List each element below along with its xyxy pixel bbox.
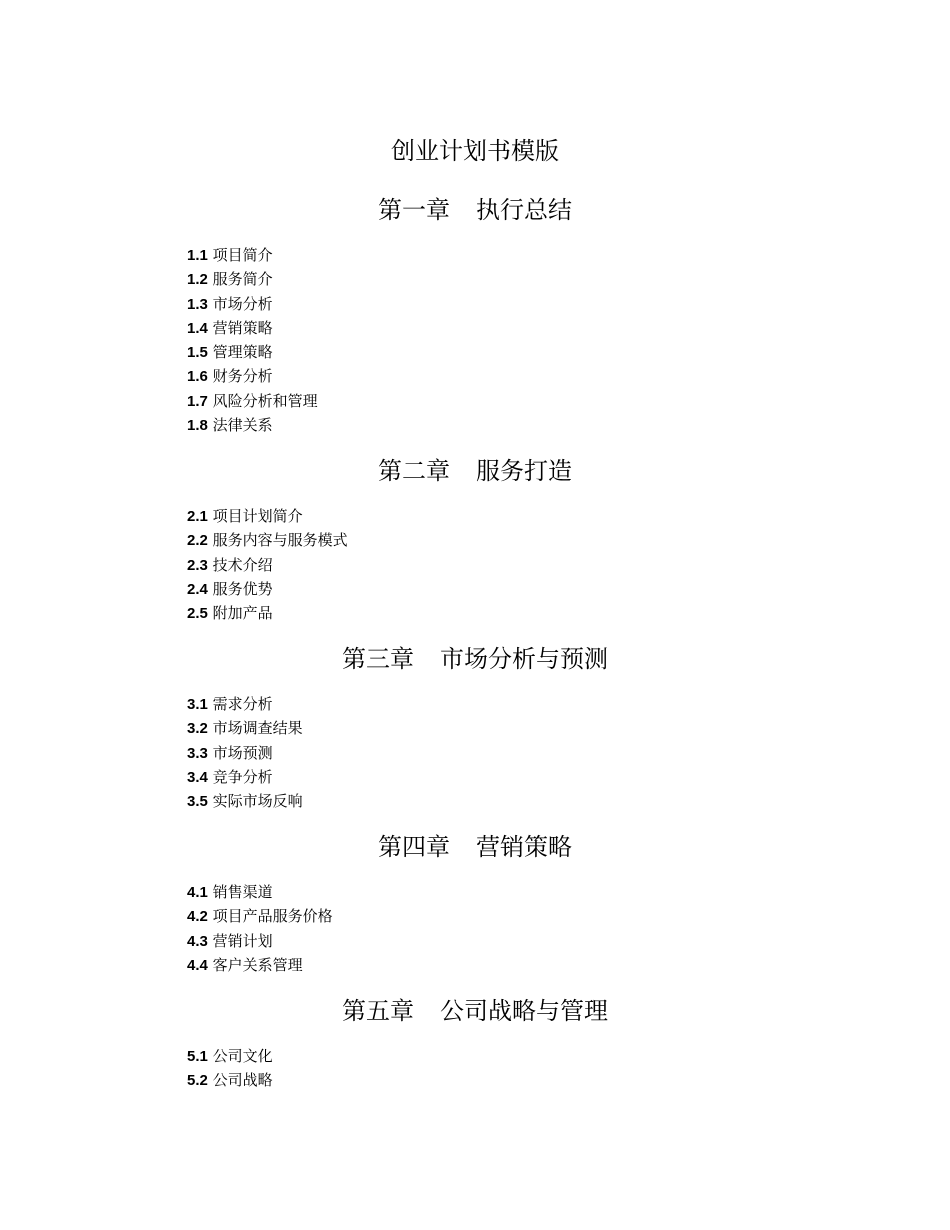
item-text: 服务简介	[212, 270, 273, 289]
list-item	[187, 765, 303, 789]
chapter-title: 市场分析与预测	[440, 645, 608, 673]
item-number: 5.1	[187, 1048, 208, 1065]
item-text: 管理策略	[212, 343, 273, 362]
list-item	[187, 340, 318, 364]
item-number: 4.4	[187, 956, 208, 974]
chapter-2-heading	[0, 456, 950, 486]
item-text: 服务优势	[212, 579, 273, 598]
list-item	[187, 716, 303, 740]
item-text: 营销计划	[212, 931, 273, 950]
item-number: 2.4	[187, 580, 208, 598]
list-item	[187, 741, 303, 765]
item-text: 风险分析和管理	[212, 391, 318, 410]
chapter-number: 第一章	[378, 196, 450, 224]
item-text: 市场分析	[212, 294, 273, 313]
item-text: 市场调查结果	[212, 719, 303, 738]
chapter-4-heading	[0, 832, 950, 862]
chapter-number: 第三章	[342, 645, 414, 673]
list-item	[187, 953, 333, 977]
list-item	[187, 267, 318, 291]
chapter-1-items	[187, 243, 318, 437]
list-item	[187, 413, 318, 437]
item-text: 公司战略	[212, 1071, 273, 1090]
item-number: 3.1	[187, 696, 208, 713]
item-text: 附加产品	[212, 604, 273, 623]
list-item	[187, 789, 303, 813]
item-number: 2.3	[187, 556, 208, 574]
item-text: 销售渠道	[212, 883, 273, 901]
item-text: 项目计划简介	[212, 507, 303, 525]
chapter-title: 服务打造	[476, 457, 572, 485]
list-item	[187, 1068, 273, 1092]
item-number: 3.2	[187, 720, 208, 738]
chapter-5-items	[187, 1044, 273, 1093]
chapter-title: 营销策略	[476, 833, 572, 861]
chapter-1-heading	[0, 195, 950, 225]
item-text: 营销策略	[212, 318, 273, 337]
list-item	[187, 553, 348, 577]
chapter-3-items	[187, 692, 303, 813]
item-text: 客户关系管理	[212, 955, 303, 974]
item-text: 竞争分析	[212, 767, 273, 786]
list-item	[187, 243, 318, 267]
chapter-number: 第五章	[342, 997, 414, 1025]
list-item	[187, 528, 348, 552]
item-number: 2.2	[187, 532, 208, 550]
chapter-title: 公司战略与管理	[440, 997, 608, 1025]
chapter-4-items	[187, 880, 333, 977]
list-item	[187, 504, 348, 528]
item-number: 1.4	[187, 319, 208, 337]
item-text: 实际市场反响	[212, 792, 303, 811]
chapter-number: 第二章	[378, 457, 450, 485]
list-item	[187, 692, 303, 716]
item-number: 1.8	[187, 417, 208, 435]
list-item	[187, 601, 348, 625]
item-number: 4.2	[187, 908, 208, 926]
item-number: 1.3	[187, 295, 208, 313]
item-text: 项目产品服务价格	[212, 907, 333, 926]
item-text: 技术介绍	[212, 555, 273, 574]
chapter-5-heading	[0, 996, 950, 1026]
chapter-3-heading	[0, 644, 950, 674]
item-text: 需求分析	[212, 695, 273, 713]
item-number: 3.5	[187, 793, 208, 811]
list-item	[187, 904, 333, 928]
item-text: 项目简介	[212, 246, 273, 264]
list-item	[187, 577, 348, 601]
chapter-number: 第四章	[378, 833, 450, 861]
item-text: 法律关系	[212, 416, 273, 435]
chapter-title: 执行总结	[476, 196, 572, 224]
item-text: 市场预测	[212, 743, 273, 762]
item-number: 2.5	[187, 605, 208, 623]
list-item	[187, 389, 318, 413]
list-item	[187, 292, 318, 316]
item-number: 2.1	[187, 508, 208, 525]
item-number: 1.1	[187, 247, 208, 264]
chapter-2-items	[187, 504, 348, 625]
item-number: 3.4	[187, 768, 208, 786]
item-number: 1.7	[187, 392, 208, 410]
list-item	[187, 929, 333, 953]
list-item	[187, 1044, 273, 1068]
item-text: 服务内容与服务模式	[212, 531, 348, 550]
item-number: 5.2	[187, 1072, 208, 1090]
item-number: 3.3	[187, 744, 208, 762]
item-number: 1.5	[187, 344, 208, 362]
item-number: 4.1	[187, 884, 208, 901]
item-text: 财务分析	[212, 367, 273, 386]
list-item	[187, 880, 333, 904]
item-number: 1.6	[187, 368, 208, 386]
list-item	[187, 364, 318, 388]
item-text: 公司文化	[212, 1047, 273, 1065]
document-title: 创业计划书模版	[391, 137, 559, 165]
list-item	[187, 316, 318, 340]
item-number: 4.3	[187, 932, 208, 950]
item-number: 1.2	[187, 271, 208, 289]
